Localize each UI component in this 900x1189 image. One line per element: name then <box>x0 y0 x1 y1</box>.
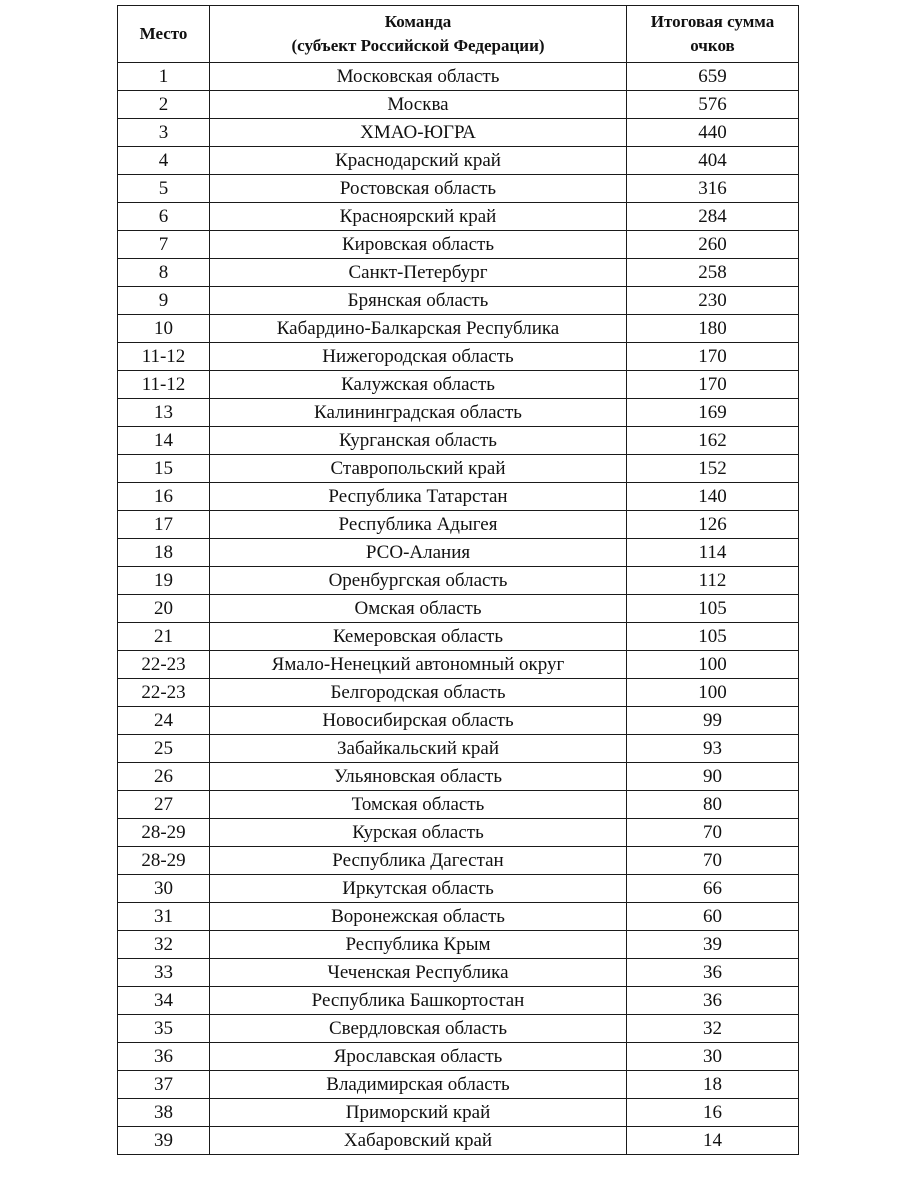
team-cell: Республика Крым <box>210 931 627 959</box>
place-cell: 32 <box>118 931 210 959</box>
header-row <box>118 6 799 63</box>
team-cell: Москва <box>210 91 627 119</box>
team-cell: Ямало-Ненецкий автономный округ <box>210 651 627 679</box>
place-cell: 30 <box>118 875 210 903</box>
table-row <box>118 931 799 959</box>
place-cell: 21 <box>118 623 210 651</box>
team-cell: Калужская область <box>210 371 627 399</box>
team-cell: Республика Татарстан <box>210 483 627 511</box>
team-cell: Белгородская область <box>210 679 627 707</box>
score-cell: 93 <box>627 735 799 763</box>
table-row <box>118 959 799 987</box>
team-cell: ХМАО-ЮГРА <box>210 119 627 147</box>
place-cell: 2 <box>118 91 210 119</box>
team-cell: Чеченская Республика <box>210 959 627 987</box>
table-row <box>118 679 799 707</box>
score-cell: 140 <box>627 483 799 511</box>
results-table <box>117 5 799 1155</box>
score-cell: 100 <box>627 651 799 679</box>
table-row <box>118 1127 799 1155</box>
team-cell: Воронежская область <box>210 903 627 931</box>
table-row <box>118 623 799 651</box>
place-cell: 38 <box>118 1099 210 1127</box>
team-cell: Санкт-Петербург <box>210 259 627 287</box>
table-row <box>118 343 799 371</box>
team-cell: Нижегородская область <box>210 343 627 371</box>
table-row <box>118 119 799 147</box>
header-score-label: Итоговая сумма <box>650 12 775 31</box>
team-cell: Курганская область <box>210 427 627 455</box>
table-row <box>118 427 799 455</box>
place-cell: 4 <box>118 147 210 175</box>
score-cell: 440 <box>627 119 799 147</box>
team-cell: Ростовская область <box>210 175 627 203</box>
score-cell: 36 <box>627 987 799 1015</box>
team-cell: Брянская область <box>210 287 627 315</box>
header-team <box>210 6 627 63</box>
place-cell: 28-29 <box>118 847 210 875</box>
team-cell: Омская область <box>210 595 627 623</box>
header-team-label: Команда <box>384 12 452 31</box>
score-cell: 16 <box>627 1099 799 1127</box>
table-row <box>118 735 799 763</box>
place-cell: 37 <box>118 1071 210 1099</box>
team-cell: Томская область <box>210 791 627 819</box>
score-cell: 260 <box>627 231 799 259</box>
place-cell: 10 <box>118 315 210 343</box>
score-cell: 30 <box>627 1043 799 1071</box>
header-team-sublabel: (субъект Российской Федерации) <box>291 36 545 55</box>
table-row <box>118 987 799 1015</box>
header-score <box>627 6 799 63</box>
table-row <box>118 847 799 875</box>
team-cell: Кемеровская область <box>210 623 627 651</box>
table-row <box>118 1071 799 1099</box>
table-row <box>118 1015 799 1043</box>
table-row <box>118 483 799 511</box>
place-cell: 13 <box>118 399 210 427</box>
team-cell: Забайкальский край <box>210 735 627 763</box>
place-cell: 33 <box>118 959 210 987</box>
place-cell: 25 <box>118 735 210 763</box>
team-cell: Кировская область <box>210 231 627 259</box>
team-cell: Республика Башкортостан <box>210 987 627 1015</box>
place-cell: 36 <box>118 1043 210 1071</box>
table-row <box>118 455 799 483</box>
score-cell: 100 <box>627 679 799 707</box>
place-cell: 6 <box>118 203 210 231</box>
place-cell: 18 <box>118 539 210 567</box>
score-cell: 169 <box>627 399 799 427</box>
table-row <box>118 1099 799 1127</box>
team-cell: Республика Дагестан <box>210 847 627 875</box>
team-cell: РСО-Алания <box>210 539 627 567</box>
score-cell: 60 <box>627 903 799 931</box>
place-cell: 34 <box>118 987 210 1015</box>
table-row <box>118 511 799 539</box>
team-cell: Ставропольский край <box>210 455 627 483</box>
table-header <box>118 6 799 63</box>
score-cell: 90 <box>627 763 799 791</box>
score-cell: 659 <box>627 63 799 91</box>
place-cell: 11-12 <box>118 371 210 399</box>
score-cell: 32 <box>627 1015 799 1043</box>
table-row <box>118 567 799 595</box>
team-cell: Московская область <box>210 63 627 91</box>
score-cell: 170 <box>627 343 799 371</box>
score-cell: 39 <box>627 931 799 959</box>
table-row <box>118 175 799 203</box>
place-cell: 19 <box>118 567 210 595</box>
score-cell: 105 <box>627 595 799 623</box>
team-cell: Хабаровский край <box>210 1127 627 1155</box>
header-score-sublabel: очков <box>690 36 735 55</box>
score-cell: 70 <box>627 819 799 847</box>
table-row <box>118 147 799 175</box>
table-row <box>118 203 799 231</box>
place-cell: 3 <box>118 119 210 147</box>
table-row <box>118 819 799 847</box>
place-cell: 28-29 <box>118 819 210 847</box>
team-cell: Свердловская область <box>210 1015 627 1043</box>
place-cell: 11-12 <box>118 343 210 371</box>
team-cell: Ульяновская область <box>210 763 627 791</box>
team-cell: Кабардино-Балкарская Республика <box>210 315 627 343</box>
team-cell: Республика Адыгея <box>210 511 627 539</box>
table-row <box>118 595 799 623</box>
place-cell: 26 <box>118 763 210 791</box>
table-row <box>118 539 799 567</box>
score-cell: 70 <box>627 847 799 875</box>
team-cell: Краснодарский край <box>210 147 627 175</box>
place-cell: 5 <box>118 175 210 203</box>
place-cell: 22-23 <box>118 679 210 707</box>
table-row <box>118 791 799 819</box>
score-cell: 284 <box>627 203 799 231</box>
score-cell: 258 <box>627 259 799 287</box>
score-cell: 152 <box>627 455 799 483</box>
table-body <box>118 63 799 1155</box>
place-cell: 16 <box>118 483 210 511</box>
place-cell: 8 <box>118 259 210 287</box>
place-cell: 17 <box>118 511 210 539</box>
team-cell: Курская область <box>210 819 627 847</box>
place-cell: 7 <box>118 231 210 259</box>
place-cell: 39 <box>118 1127 210 1155</box>
score-cell: 162 <box>627 427 799 455</box>
score-cell: 126 <box>627 511 799 539</box>
place-cell: 24 <box>118 707 210 735</box>
score-cell: 114 <box>627 539 799 567</box>
place-cell: 14 <box>118 427 210 455</box>
team-cell: Ярославская область <box>210 1043 627 1071</box>
table-row <box>118 707 799 735</box>
table-row <box>118 231 799 259</box>
place-cell: 31 <box>118 903 210 931</box>
score-cell: 170 <box>627 371 799 399</box>
place-cell: 20 <box>118 595 210 623</box>
score-cell: 112 <box>627 567 799 595</box>
header-place-label: Место <box>139 24 188 43</box>
table-row <box>118 651 799 679</box>
place-cell: 35 <box>118 1015 210 1043</box>
table-row <box>118 259 799 287</box>
score-cell: 576 <box>627 91 799 119</box>
score-cell: 14 <box>627 1127 799 1155</box>
score-cell: 36 <box>627 959 799 987</box>
place-cell: 22-23 <box>118 651 210 679</box>
table-row <box>118 91 799 119</box>
table-row <box>118 399 799 427</box>
table-row <box>118 903 799 931</box>
score-cell: 105 <box>627 623 799 651</box>
table-row <box>118 1043 799 1071</box>
place-cell: 27 <box>118 791 210 819</box>
header-place <box>118 6 210 63</box>
table-row <box>118 371 799 399</box>
team-cell: Калининградская область <box>210 399 627 427</box>
score-cell: 18 <box>627 1071 799 1099</box>
score-cell: 180 <box>627 315 799 343</box>
team-cell: Оренбургская область <box>210 567 627 595</box>
table-row <box>118 763 799 791</box>
table-row <box>118 63 799 91</box>
score-cell: 316 <box>627 175 799 203</box>
table-row <box>118 315 799 343</box>
score-cell: 404 <box>627 147 799 175</box>
score-cell: 66 <box>627 875 799 903</box>
place-cell: 1 <box>118 63 210 91</box>
team-cell: Новосибирская область <box>210 707 627 735</box>
score-cell: 230 <box>627 287 799 315</box>
score-cell: 99 <box>627 707 799 735</box>
place-cell: 15 <box>118 455 210 483</box>
team-cell: Красноярский край <box>210 203 627 231</box>
table-row <box>118 875 799 903</box>
team-cell: Иркутская область <box>210 875 627 903</box>
team-cell: Приморский край <box>210 1099 627 1127</box>
team-cell: Владимирская область <box>210 1071 627 1099</box>
score-cell: 80 <box>627 791 799 819</box>
table-row <box>118 287 799 315</box>
place-cell: 9 <box>118 287 210 315</box>
